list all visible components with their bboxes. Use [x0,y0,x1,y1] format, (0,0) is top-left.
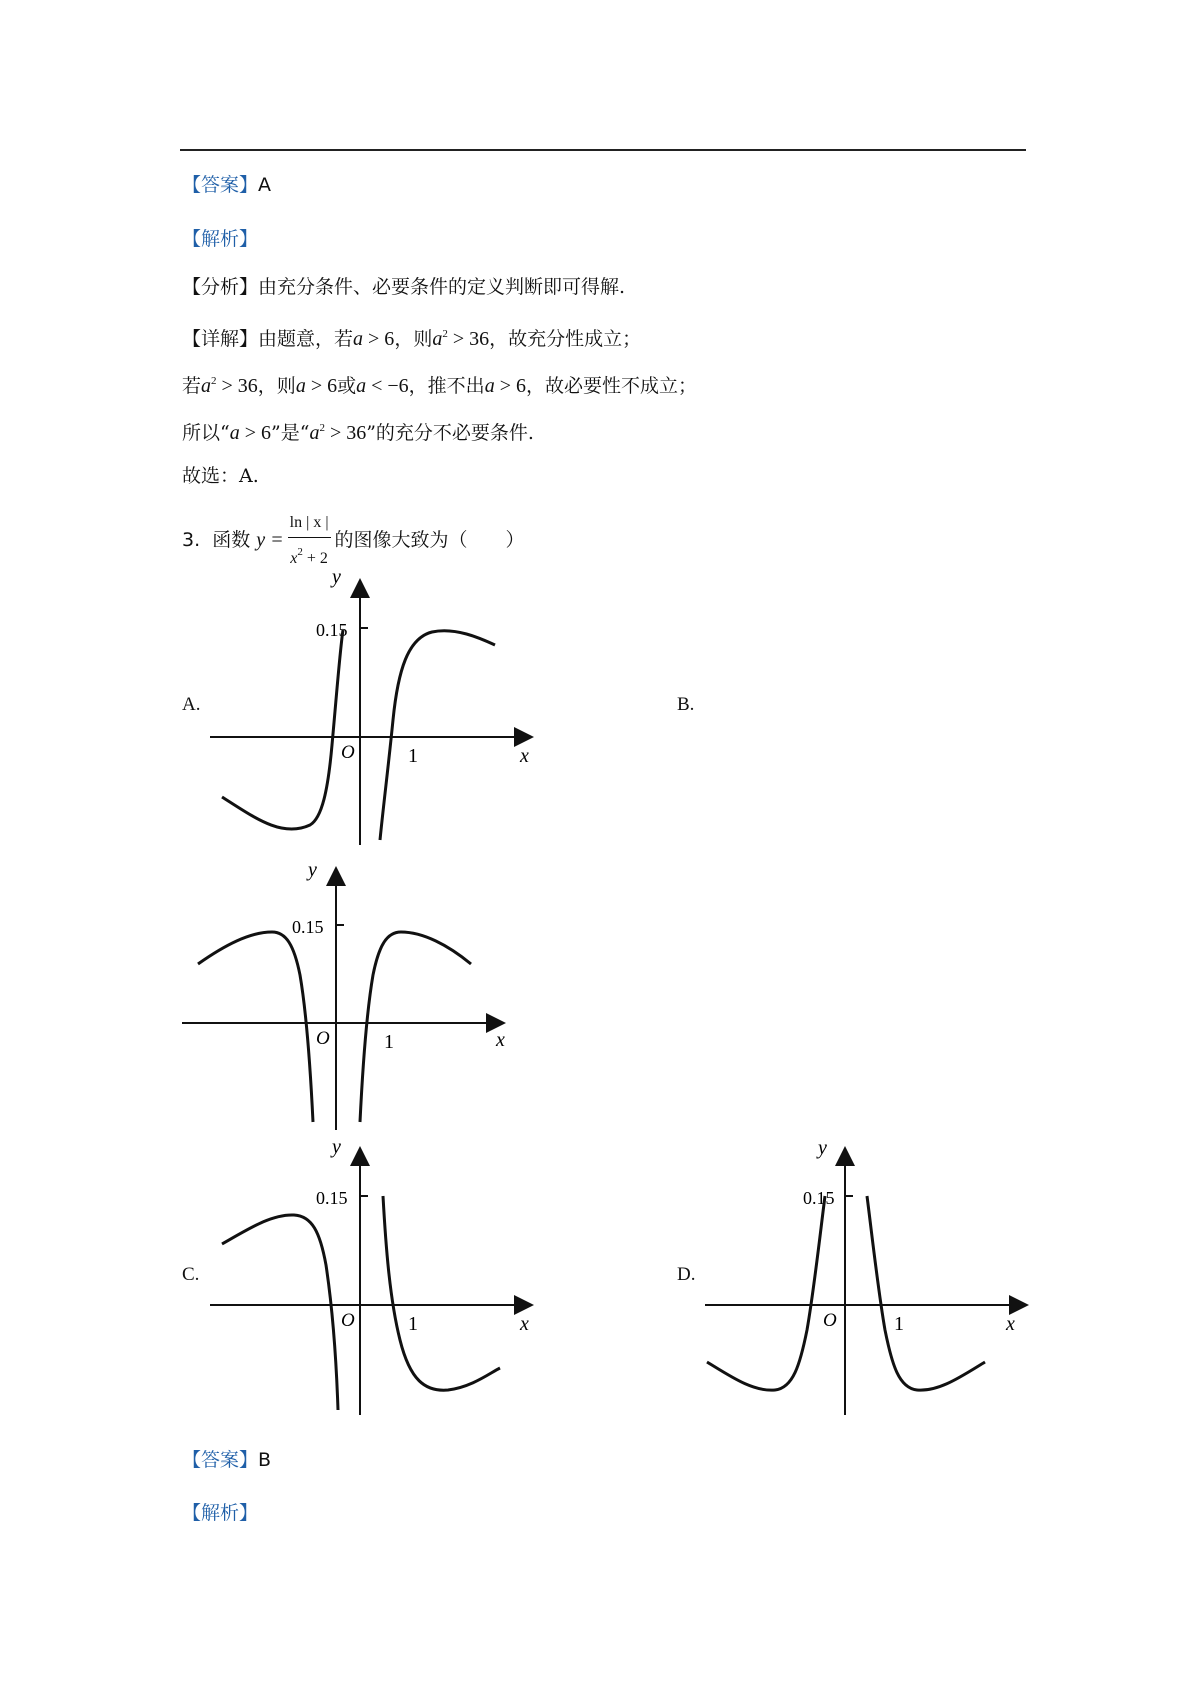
curve-right [360,932,471,1122]
q2-conclusion: 故选：A. [182,465,259,487]
curve-left [198,932,313,1122]
math-a2-gt-36: $a^2 > 36$ [201,375,258,397]
header-rule [180,149,1026,151]
origin-label: O [823,1310,837,1331]
q2-fenxi-line [182,274,625,300]
x-label: x [1006,1313,1015,1335]
detail-text-1: 由题意，若 [258,328,354,350]
detail-text-3: ，故充分性成立； [489,328,642,350]
math-a-lt-neg6: a < −6 [356,375,409,397]
tick-label-015: 0.15 [316,1188,348,1208]
q3-stem: 3. 函数 y = $\frac{\ln | x |}{x^2 + 2}$ 的图像大致为（ ） [182,510,525,572]
option-a-label[interactable]: A. [182,694,201,715]
q2-line2: 若$a^2 > 36$，则a > 6或a < −6，推不出a > 6，故必要性不成立； [182,375,697,397]
q2-detail-line [182,321,641,352]
math-a-gt-6: a > 6 [229,422,271,444]
curve-right [867,1196,985,1390]
q2-answer-line [182,172,271,198]
analysis-tag: 【解析】 [182,1502,259,1524]
q3-analysis-tag-line [182,1500,258,1526]
q2-line3: 所以“a > 6”是“$a^2 > 36$”的充分不必要条件. [182,422,534,444]
x-label: x [520,745,529,767]
math-fraction: $\frac{\ln | x |}{x^2 + 2}$ [288,510,331,572]
tick-label-015: 0.15 [316,620,348,640]
origin-label: O [316,1028,330,1049]
answer-tag: 【答案】 [182,174,259,196]
math-a2-gt-36: $a^2 > 36$ [432,328,490,350]
math-a2-gt-36: $a^2 > 36$ [309,422,367,444]
y-label: y [332,566,341,588]
tick-label-015: 0.15 [292,917,324,937]
y-label: y [308,859,317,881]
tick-label-015: 0.15 [803,1188,835,1208]
math-a-gt-6: a > 6 [353,328,395,350]
fenxi-text: 由充分条件、必要条件的定义判断即可得解. [258,276,626,298]
detail-tag: 【详解】 [182,328,259,350]
question-number: 3. [182,529,201,551]
y-label: y [818,1137,827,1159]
analysis-tag: 【解析】 [182,228,259,250]
answer-tag: 【答案】 [182,1449,259,1471]
curve-left [707,1196,825,1390]
origin-label: O [341,742,355,763]
fenxi-tag: 【分析】 [182,276,259,298]
origin-label: O [341,1310,355,1331]
option-c-label[interactable]: C. [182,1264,200,1285]
detail-text-2: ，则 [394,328,433,350]
one-label: 1 [894,1313,904,1335]
curve-right [380,631,495,840]
x-label: x [520,1313,529,1335]
x-label: x [496,1029,505,1051]
math-a-gt-6: a > 6 [484,375,526,397]
graph-option-b [180,860,510,1150]
one-label: 1 [408,745,418,767]
answer-value: A [258,174,272,196]
curve-right [383,1196,500,1390]
one-label: 1 [408,1313,418,1335]
one-label: 1 [384,1031,394,1053]
y-label: y [332,1136,341,1158]
option-b-label[interactable]: B. [677,694,695,715]
curve-left [222,630,343,829]
answer-value: B [258,1449,272,1471]
graph-option-a [210,566,540,850]
q2-analysis-tag-line [182,226,258,252]
q3-answer-line [182,1447,271,1473]
curve-left [222,1215,338,1410]
graph-option-d [705,1137,1035,1420]
math-y-eq: y = [256,529,284,551]
graph-option-c [210,1136,540,1420]
option-d-label[interactable]: D. [677,1264,696,1285]
math-a-gt-6: a > 6 [295,375,338,397]
